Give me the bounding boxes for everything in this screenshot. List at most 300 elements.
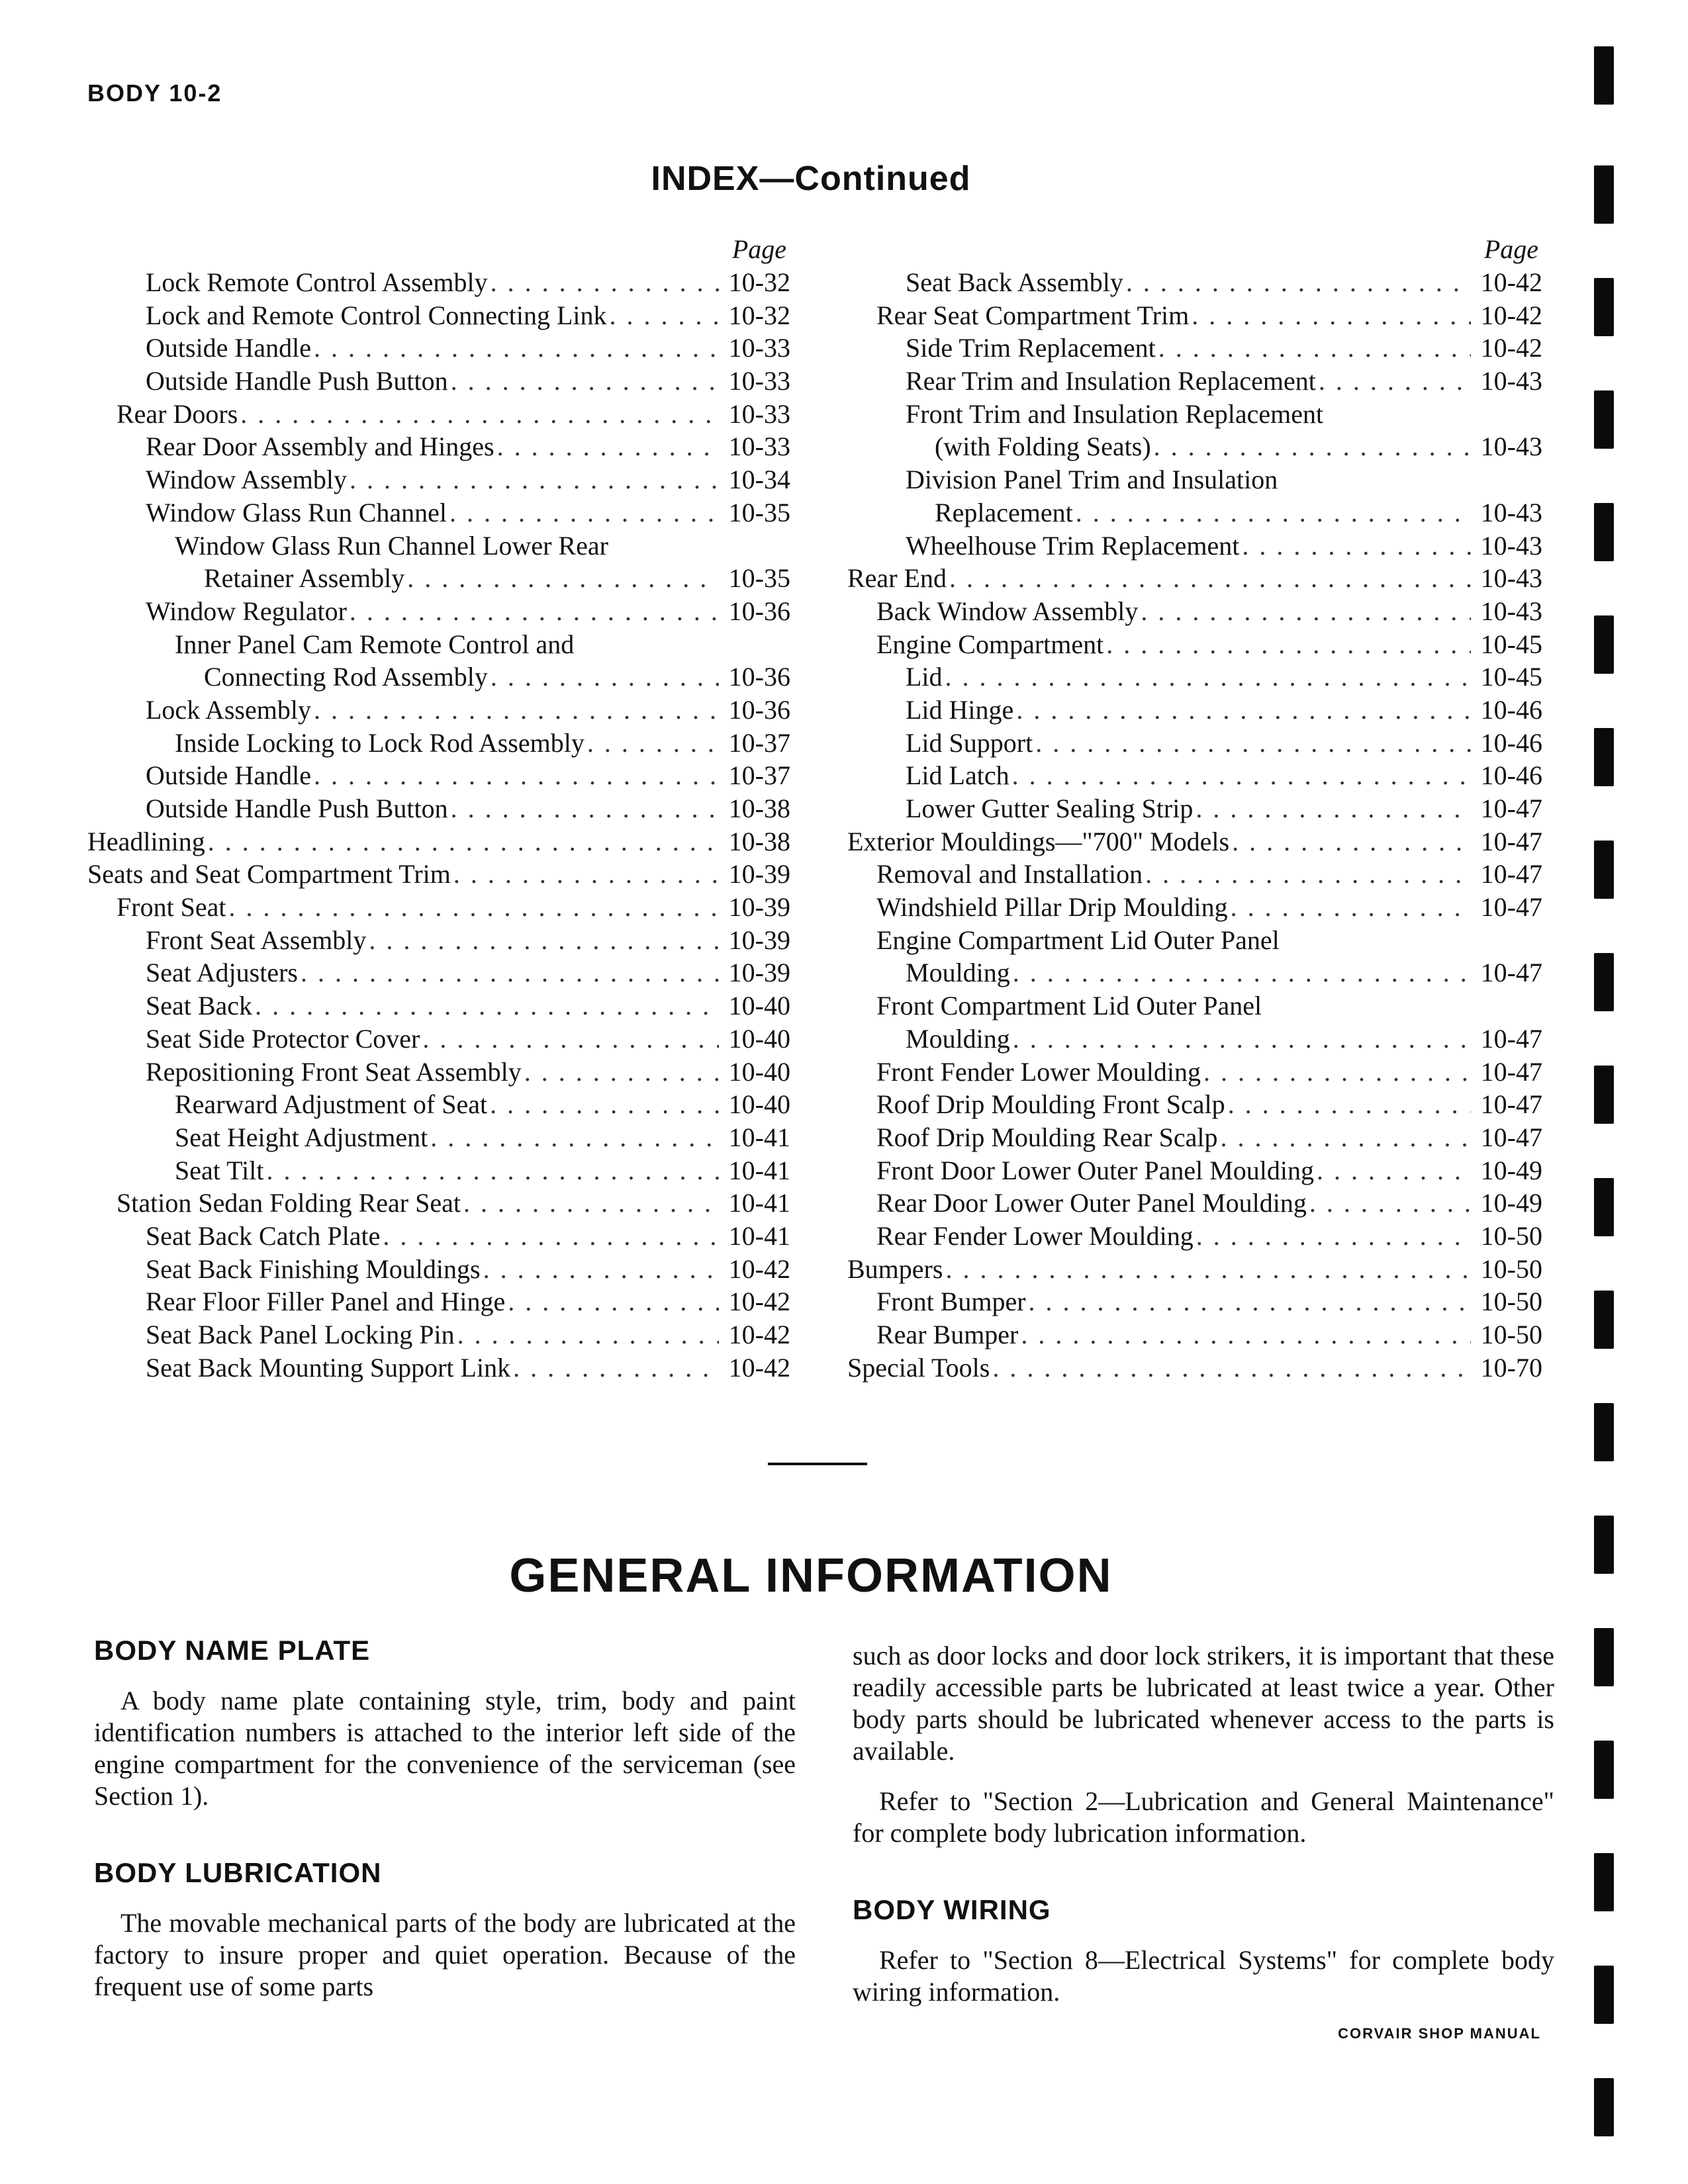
index-entry-page: 10-47 (1480, 1089, 1542, 1120)
index-entry-label: Seat Adjusters (146, 958, 298, 988)
index-entry-page: 10-37 (728, 727, 790, 758)
index-entry (847, 266, 1542, 299)
spacer (853, 1868, 1554, 1894)
binder-tab-mark (1594, 1291, 1614, 1349)
dot-leader (1145, 858, 1471, 891)
index-entry (847, 924, 1542, 957)
index-entry-page: 10-45 (1480, 629, 1542, 659)
index-entry-label: Front Compartment Lid Outer Panel (876, 991, 1262, 1021)
dot-leader (407, 562, 719, 595)
index-entry-label: Roof Drip Moulding Front Scalp (876, 1089, 1225, 1120)
index-entry (847, 792, 1542, 825)
dot-leader (1242, 529, 1471, 563)
index-entry (87, 956, 790, 989)
binder-tab-mark (1594, 165, 1614, 224)
index-entry-page: 10-42 (1480, 333, 1542, 363)
index-entry-page: 10-43 (1480, 596, 1542, 626)
index-entry-label: Lock and Remote Control Connecting Link (146, 300, 607, 330)
dot-leader (587, 727, 719, 760)
index-entry-page: 10-50 (1480, 1220, 1542, 1251)
binder-tab-mark (1594, 503, 1614, 561)
index-entry-page: 10-39 (728, 859, 790, 889)
dot-leader (314, 694, 719, 727)
dot-leader (1106, 628, 1471, 661)
index-entry-label: Roof Drip Moulding Rear Scalp (876, 1122, 1218, 1152)
dot-leader (610, 299, 719, 332)
index-entry (847, 496, 1542, 529)
index-left-list (87, 266, 790, 1384)
index-entry-label: Window Glass Run Channel Lower Rear (175, 530, 608, 561)
binder-tab-mark (1594, 1628, 1614, 1686)
index-entry (847, 660, 1542, 694)
index-entry (87, 858, 790, 891)
dot-leader (1192, 299, 1471, 332)
index-entry (87, 266, 790, 299)
index-entry-page: 10-39 (728, 925, 790, 955)
index-entry (87, 660, 790, 694)
index-entry-label: Station Sedan Folding Rear Seat (117, 1188, 461, 1218)
index-entry-label: Lid (906, 662, 943, 692)
index-entry-label: Repositioning Front Seat Assembly (146, 1056, 522, 1087)
binder-edge-marks (1594, 0, 1620, 2184)
index-entry-label: Seat Back (146, 991, 253, 1021)
index-entry (87, 792, 790, 825)
index-entry-label: Bumpers (847, 1253, 943, 1284)
index-entry-page: 10-46 (1480, 727, 1542, 758)
index-entry-page: 10-47 (1480, 1122, 1542, 1152)
index-entry (87, 430, 790, 463)
dot-leader (451, 792, 719, 825)
dot-leader (255, 989, 719, 1023)
dot-leader (513, 1351, 719, 1385)
index-entry-label: Front Fender Lower Moulding (876, 1056, 1201, 1087)
index-entry-label: Rear Door Lower Outer Panel Moulding (876, 1188, 1307, 1218)
index-left-column (87, 233, 790, 1384)
index-entry-label: Lock Remote Control Assembly (146, 267, 488, 297)
binder-tab-mark (1594, 390, 1614, 449)
index-entry-page: 10-43 (1480, 432, 1542, 462)
index-entry-label: Seat Back Catch Plate (146, 1220, 381, 1251)
index-entry-label: Front Door Lower Outer Panel Moulding (876, 1155, 1315, 1185)
index-entry-label: Retainer Assembly (204, 563, 405, 594)
dot-leader (314, 759, 719, 792)
index-entry (847, 956, 1542, 989)
index-entry-label: Windshield Pillar Drip Moulding (876, 892, 1228, 923)
index-entry-label: Seat Back Panel Locking Pin (146, 1320, 455, 1349)
body-lubrication-refer: Refer to "Section 2—Lubrication and General Maintenance" for complete body lubrication information. (853, 1786, 1554, 1848)
dot-leader (350, 463, 719, 496)
index-entry-label: Headlining (87, 826, 205, 856)
index-entry-page: 10-43 (1480, 530, 1542, 561)
page-column-heading: Page (731, 234, 786, 264)
index-entry-label: Seat Side Protector Cover (146, 1023, 420, 1054)
general-left-column (94, 1635, 796, 2021)
index-entry (847, 759, 1542, 792)
dot-leader (1228, 1088, 1471, 1121)
index-entry-label: Outside Handle Push Button (146, 366, 448, 396)
index-entry-page: 10-70 (1480, 1352, 1542, 1383)
index-entry-page: 10-43 (1480, 497, 1542, 527)
binder-tab-mark (1594, 1741, 1614, 1799)
binder-tab-mark (1594, 1066, 1614, 1124)
footer-manual-name: CORVAIR SHOP MANUAL (1338, 2025, 1541, 2042)
index-entry (87, 1351, 790, 1385)
index-entry-label: Outside Handle (146, 760, 311, 791)
index-entry (87, 924, 790, 957)
index-entry-page: 10-42 (728, 1253, 790, 1284)
dot-leader (369, 924, 719, 957)
index-entry (87, 595, 790, 628)
body-wiring-text: Refer to "Section 8—Electrical Systems" for complete body wiring information. (853, 1945, 1554, 2007)
index-entry-label: Side Trim Replacement (906, 333, 1156, 363)
index-entry (87, 299, 790, 332)
index-entry (847, 463, 1542, 496)
index-entry (87, 759, 790, 792)
index-entry (847, 1056, 1542, 1089)
index-entry (87, 1220, 790, 1253)
index-entry-page: 10-46 (1480, 760, 1542, 791)
index-entry (87, 1253, 790, 1286)
dot-leader (1154, 430, 1471, 463)
index-entry-page: 10-49 (1480, 1155, 1542, 1185)
dot-leader (1317, 1154, 1471, 1187)
index-entry (847, 1285, 1542, 1318)
index-entry-page: 10-36 (728, 596, 790, 626)
index-entry (847, 1253, 1542, 1286)
index-entry (847, 989, 1542, 1023)
binder-tab-mark (1594, 953, 1614, 1011)
binder-tab-mark (1594, 1853, 1614, 1911)
dot-leader (1013, 1023, 1471, 1056)
index-entry-label: Moulding (906, 1023, 1010, 1054)
index-entry-page: 10-42 (728, 1320, 790, 1349)
index-entry (847, 1154, 1542, 1187)
index-entry-label: Rear Door Assembly and Hinges (146, 432, 494, 462)
index-entry (87, 1187, 790, 1220)
body-wiring-heading: BODY WIRING (853, 1894, 1051, 1925)
index-entry (87, 496, 790, 529)
binder-tab-mark (1594, 1403, 1614, 1461)
dot-leader (1012, 759, 1471, 792)
dot-leader (483, 1253, 719, 1286)
dot-leader (449, 496, 719, 529)
dot-leader (208, 825, 719, 858)
dot-leader (453, 858, 719, 891)
dot-leader (1319, 365, 1471, 398)
dot-leader (1076, 496, 1471, 529)
section-divider (768, 1463, 867, 1465)
index-entry-label: Outside Handle (146, 333, 311, 363)
dot-leader (301, 956, 719, 989)
dot-leader (451, 365, 719, 398)
index-entry-label: Back Window Assembly (876, 596, 1139, 626)
index-entry (847, 562, 1542, 595)
dot-leader (491, 660, 719, 694)
dot-leader (1196, 792, 1471, 825)
page-column-heading: Page (1483, 234, 1538, 264)
binder-tab-mark (1594, 2078, 1614, 2136)
index-entry-page: 10-41 (728, 1122, 790, 1152)
index-entry (87, 989, 790, 1023)
index-entry-label: Seat Back Finishing Mouldings (146, 1253, 481, 1284)
index-entry-label: Removal and Installation (876, 859, 1143, 889)
dot-leader (267, 1154, 719, 1187)
index-entry-page: 10-32 (728, 300, 790, 330)
index-entry-page: 10-41 (728, 1188, 790, 1218)
index-entry-page: 10-33 (728, 333, 790, 363)
index-entry-page: 10-46 (1480, 694, 1542, 725)
binder-tab-mark (1594, 1966, 1614, 2024)
index-entry (847, 430, 1542, 463)
general-right-column (853, 1640, 1554, 2026)
index-entry-page: 10-47 (1480, 1056, 1542, 1087)
index-entry-label: Front Seat Assembly (146, 925, 367, 955)
index-entry-label: Inner Panel Cam Remote Control and (175, 629, 575, 659)
index-entry-page: 10-34 (728, 465, 790, 495)
index-entry (87, 1285, 790, 1318)
index-entry-page: 10-39 (728, 892, 790, 923)
index-entry (87, 891, 790, 924)
index-entry (87, 825, 790, 858)
body-lubrication-continued: such as door locks and door lock strikers, it is important that these readily accessible parts be lubricated at least twice a year. Other body parts should be lubricated whenever access to the parts is available. (853, 1641, 1554, 1766)
index-right-list (847, 266, 1542, 1384)
dot-leader (524, 1056, 719, 1089)
index-entry-label: Window Assembly (146, 465, 347, 495)
index-entry (87, 463, 790, 496)
index-entry-label: Inside Locking to Lock Rod Assembly (175, 727, 585, 758)
dot-leader (240, 398, 719, 431)
dot-leader (497, 430, 719, 463)
index-entry-label: Lower Gutter Sealing Strip (906, 794, 1194, 823)
index-entry (847, 891, 1542, 924)
dot-leader (490, 1088, 719, 1121)
index-entry-page: 10-50 (1480, 1253, 1542, 1284)
index-entry-page: 10-38 (728, 826, 790, 856)
dot-leader (1231, 891, 1471, 924)
index-entry-label: Rear Fender Lower Moulding (876, 1220, 1194, 1251)
dot-leader (1029, 1285, 1471, 1318)
index-entry (87, 694, 790, 727)
binder-tab-mark (1594, 1516, 1614, 1574)
index-entry-label: Rear End (847, 563, 947, 594)
index-entry-label: Exterior Mouldings—"700" Models (847, 826, 1230, 856)
index-entry-page: 10-32 (728, 267, 790, 297)
dot-leader (1021, 1318, 1471, 1351)
index-entry-label: Seat Back Mounting Support Link (146, 1352, 511, 1383)
index-entry-label: Front Trim and Insulation Replacement (906, 398, 1324, 429)
index-entry-page: 10-50 (1480, 1287, 1542, 1317)
dot-leader (1013, 956, 1471, 989)
index-entry (847, 365, 1542, 398)
index-entry-page: 10-47 (1480, 794, 1542, 823)
binder-tab-mark (1594, 841, 1614, 899)
dot-leader (992, 1351, 1471, 1385)
dot-leader (508, 1285, 719, 1318)
index-entry-page: 10-47 (1480, 892, 1542, 923)
index-entry-page: 10-40 (728, 1023, 790, 1054)
dot-leader (1203, 1056, 1471, 1089)
body-name-plate-text: A body name plate containing style, trim, body and paint identification numbers is attached to the interior left side of the engine compartment for the convenience of the serviceman (see Section 1). (94, 1686, 796, 1811)
index-entry-label: Seat Back Assembly (906, 267, 1123, 297)
body-lubrication-text: The movable mechanical parts of the body are lubricated at the factory to insure proper and quiet operation. Because of the frequent use of some parts (94, 1908, 796, 2001)
index-entry-label: Connecting Rod Assembly (204, 662, 488, 692)
body-lubrication-heading: BODY LUBRICATION (94, 1857, 382, 1888)
index-entry-page: 10-47 (1480, 1023, 1542, 1054)
dot-leader (314, 332, 719, 365)
index-entry-page: 10-35 (728, 563, 790, 594)
index-entry-label: Engine Compartment (876, 629, 1104, 659)
index-entry (847, 1121, 1542, 1154)
index-entry-label: Moulding (906, 958, 1010, 988)
index-entry (847, 299, 1542, 332)
index-entry-label: Seat Height Adjustment (175, 1122, 428, 1152)
index-title: INDEX—Continued (651, 159, 971, 198)
index-entry (847, 332, 1542, 365)
index-entry-page: 10-35 (728, 497, 790, 527)
dot-leader (491, 266, 719, 299)
dot-leader (1035, 727, 1471, 760)
index-entry (847, 825, 1542, 858)
binder-tab-mark (1594, 46, 1614, 105)
index-entry (847, 1187, 1542, 1220)
dot-leader (229, 891, 719, 924)
index-entry-label: Rearward Adjustment of Seat (175, 1089, 488, 1120)
index-entry-page: 10-39 (728, 958, 790, 988)
index-entry-page: 10-50 (1480, 1320, 1542, 1349)
index-entry-label: Rear Bumper (876, 1320, 1019, 1349)
index-entry-label: Outside Handle Push Button (146, 794, 448, 823)
index-entry (847, 1318, 1542, 1351)
binder-tab-mark (1594, 728, 1614, 786)
dot-leader (463, 1187, 719, 1220)
index-entry-label: Lock Assembly (146, 694, 311, 725)
index-entry-page: 10-47 (1480, 859, 1542, 889)
index-entry-label: Lid Support (906, 727, 1033, 758)
dot-leader (945, 1253, 1471, 1286)
index-entry (847, 529, 1542, 563)
index-entry-page: 10-40 (728, 991, 790, 1021)
dot-leader (1126, 266, 1471, 299)
index-entry-label: Rear Floor Filler Panel and Hinge (146, 1287, 506, 1317)
dot-leader (1158, 332, 1471, 365)
general-information-title: GENERAL INFORMATION (509, 1549, 1113, 1602)
dot-leader (1309, 1187, 1471, 1220)
index-entry (87, 727, 790, 760)
index-entry (87, 365, 790, 398)
index-entry (87, 1023, 790, 1056)
index-entry-label: (with Folding Seats) (935, 432, 1151, 462)
index-entry-page: 10-42 (728, 1287, 790, 1317)
dot-leader (1232, 825, 1471, 858)
dot-leader (350, 595, 719, 628)
index-entry-label: Rear Seat Compartment Trim (876, 300, 1190, 330)
dot-leader (383, 1220, 719, 1253)
index-entry (87, 529, 790, 563)
index-entry-page: 10-37 (728, 760, 790, 791)
index-entry-page: 10-42 (1480, 300, 1542, 330)
index-entry (87, 1318, 790, 1351)
index-entry-page: 10-43 (1480, 366, 1542, 396)
index-entry (847, 1023, 1542, 1056)
spacer (94, 1831, 796, 1857)
index-entry-label: Front Bumper (876, 1287, 1026, 1317)
index-entry-page: 10-36 (728, 694, 790, 725)
index-entry-page: 10-33 (728, 398, 790, 429)
index-entry-label: Division Panel Trim and Insulation (906, 465, 1278, 495)
index-entry (847, 1088, 1542, 1121)
index-entry (87, 398, 790, 431)
index-entry-label: Replacement (935, 497, 1073, 527)
index-entry-label: Lid Latch (906, 760, 1009, 791)
index-entry-page: 10-47 (1480, 826, 1542, 856)
index-entry-label: Window Glass Run Channel (146, 497, 447, 527)
index-entry (847, 398, 1542, 431)
index-entry (87, 332, 790, 365)
index-entry-page: 10-49 (1480, 1188, 1542, 1218)
index-entry-page: 10-47 (1480, 958, 1542, 988)
index-entry-label: Wheelhouse Trim Replacement (906, 530, 1240, 561)
index-entry (87, 562, 790, 595)
index-entry (847, 1351, 1542, 1385)
binder-tab-mark (1594, 615, 1614, 674)
dot-leader (1196, 1220, 1471, 1253)
dot-leader (422, 1023, 719, 1056)
index-entry-page: 10-38 (728, 794, 790, 823)
dot-leader (1221, 1121, 1472, 1154)
index-entry (847, 595, 1542, 628)
dot-leader (945, 660, 1471, 694)
body-name-plate-heading: BODY NAME PLATE (94, 1635, 371, 1666)
index-entry-label: Lid Hinge (906, 694, 1014, 725)
index-entry (847, 1220, 1542, 1253)
index-entry-page: 10-45 (1480, 662, 1542, 692)
dot-leader (1016, 694, 1471, 727)
dot-leader (457, 1318, 719, 1351)
index-entry-page: 10-36 (728, 662, 790, 692)
index-right-column (847, 233, 1542, 1384)
dot-leader (1141, 595, 1471, 628)
index-entry-label: Seats and Seat Compartment Trim (87, 859, 451, 889)
index-entry-page: 10-43 (1480, 563, 1542, 594)
index-entry (847, 858, 1542, 891)
index-entry (87, 1088, 790, 1121)
index-entry-label: Window Regulator (146, 596, 347, 626)
index-entry (87, 628, 790, 661)
index-entry-page: 10-33 (728, 366, 790, 396)
binder-tab-mark (1594, 278, 1614, 336)
binder-tab-mark (1594, 1178, 1614, 1236)
index-entry (87, 1056, 790, 1089)
index-entry-label: Special Tools (847, 1352, 990, 1383)
index-entry-label: Front Seat (117, 892, 226, 923)
index-entry (847, 628, 1542, 661)
index-entry-page: 10-42 (1480, 267, 1542, 297)
index-entry-page: 10-40 (728, 1089, 790, 1120)
index-entry-page: 10-41 (728, 1220, 790, 1251)
dot-leader (949, 562, 1471, 595)
index-entry-page: 10-33 (728, 432, 790, 462)
index-entry (847, 694, 1542, 727)
index-entry-label: Engine Compartment Lid Outer Panel (876, 925, 1280, 955)
index-entry-label: Seat Tilt (175, 1155, 264, 1185)
index-entry (847, 727, 1542, 760)
index-entry-page: 10-40 (728, 1056, 790, 1087)
index-entry (87, 1154, 790, 1187)
index-entry-page: 10-41 (728, 1155, 790, 1185)
dot-leader (430, 1121, 719, 1154)
index-entry-label: Rear Doors (117, 398, 238, 429)
running-head: BODY 10-2 (87, 79, 222, 107)
